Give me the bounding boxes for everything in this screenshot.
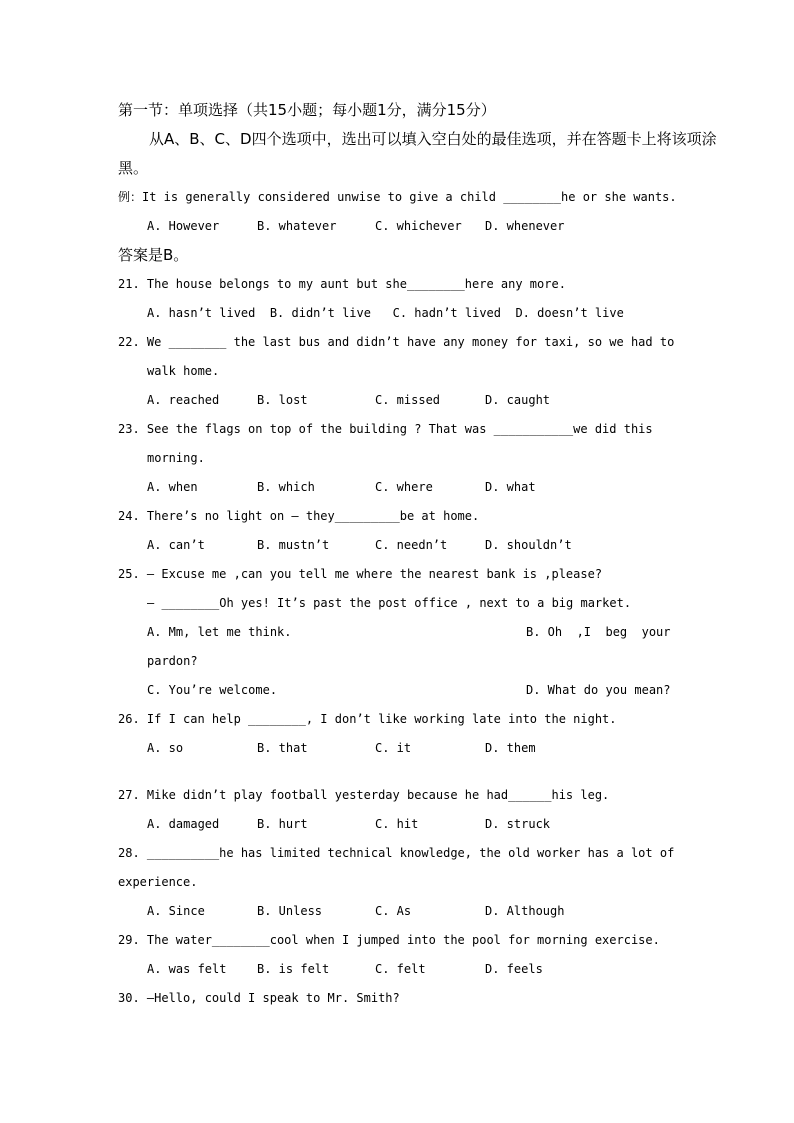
question-27-stem: 27. Mike didn’t play football yesterday because he had______his leg. xyxy=(118,788,610,802)
question-22-option-a: A. reached xyxy=(147,393,220,407)
question-24-stem: 24. There’s no light on — they_________be at home. xyxy=(118,509,480,523)
question-23-stem-line-1: 23. See the flags on top of the building ? That was ___________we did this xyxy=(118,422,653,436)
section-heading: 第一节：单项选择（共15小题；每小题1分，满分15分） xyxy=(118,101,496,119)
question-28-option-a: A. Since xyxy=(147,904,205,918)
question-22-stem-line-2: walk home. xyxy=(147,364,220,378)
question-28-option-b: B. Unless xyxy=(257,904,323,918)
question-27-option-c: C. hit xyxy=(375,817,419,831)
question-26-option-d: D. them xyxy=(485,741,536,755)
question-27-option-d: D. struck xyxy=(485,817,551,831)
question-29-option-d: D. feels xyxy=(485,962,543,976)
example-answer-note: 答案是B。 xyxy=(118,246,189,264)
question-24-option-d: D. shouldn’t xyxy=(485,538,572,552)
question-27-options-row xyxy=(118,810,728,839)
question-28-options-row xyxy=(118,897,728,926)
example-stem: 例：It is generally considered unwise to give a child ________he or she wants. xyxy=(118,190,677,204)
question-22-option-b: B. lost xyxy=(257,393,308,407)
question-29-options-row xyxy=(118,955,728,984)
question-25-option-b-continuation: pardon? xyxy=(147,654,198,668)
question-23-stem-line-2: morning. xyxy=(147,451,205,465)
instructions-line-1: 从A、B、C、D四个选项中，选出可以填入空白处的最佳选项，并在答题卡上将该项涂 xyxy=(149,130,717,148)
question-26-option-a: A. so xyxy=(147,741,184,755)
instructions-line-2: 黑。 xyxy=(118,159,149,177)
question-29-option-a: A. was felt xyxy=(147,962,227,976)
question-26-option-b: B. that xyxy=(257,741,308,755)
question-25-option-a: A. Mm, let me think. xyxy=(147,625,292,639)
example-option-b: B. whatever xyxy=(257,219,337,233)
question-22-option-d: D. caught xyxy=(485,393,551,407)
question-26-options-row xyxy=(118,734,728,763)
question-25-options-row-2 xyxy=(118,676,728,705)
question-24-option-b: B. mustn’t xyxy=(257,538,330,552)
question-29-stem: 29. The water________cool when I jumped into the pool for morning exercise. xyxy=(118,933,660,947)
question-24-option-a: A. can’t xyxy=(147,538,205,552)
question-23-option-b: B. which xyxy=(257,480,315,494)
question-26-stem: 26. If I can help ________, I don’t like working late into the night. xyxy=(118,712,617,726)
question-27-option-a: A. damaged xyxy=(147,817,220,831)
question-27-option-b: B. hurt xyxy=(257,817,308,831)
question-23-options-row xyxy=(118,473,728,502)
question-29-option-c: C. felt xyxy=(375,962,426,976)
document-content xyxy=(118,96,728,1013)
question-21-stem: 21. The house belongs to my aunt but she________here any more. xyxy=(118,277,566,291)
question-23-option-c: C. where xyxy=(375,480,433,494)
question-29-option-b: B. is felt xyxy=(257,962,330,976)
question-24-options-row xyxy=(118,531,728,560)
question-30-stem: 30. —Hello, could I speak to Mr. Smith? xyxy=(118,991,400,1005)
example-option-d: D. whenever xyxy=(485,219,565,233)
question-28-stem-line-1: 28. __________he has limited technical knowledge, the old worker has a lot of xyxy=(118,846,675,860)
question-23-option-a: A. when xyxy=(147,480,198,494)
question-26-option-c: C. it xyxy=(375,741,412,755)
question-22-stem-line-1: 22. We ________ the last bus and didn’t have any money for taxi, so we had to xyxy=(118,335,675,349)
example-options-row xyxy=(118,212,728,241)
question-25-stem-line-1: 25. — Excuse me ,can you tell me where the nearest bank is ,please? xyxy=(118,567,603,581)
question-25-stem-line-2: — ________Oh yes! It’s past the post office , next to a big market. xyxy=(147,596,632,610)
example-option-a: A. However xyxy=(147,219,220,233)
question-24-option-c: C. needn’t xyxy=(375,538,448,552)
example-option-c: C. whichever xyxy=(375,219,462,233)
question-25-option-d: D. What do you mean? xyxy=(526,683,671,697)
question-25-option-b: B. Oh ,I beg your xyxy=(526,625,671,639)
question-28-option-c: C. As xyxy=(375,904,412,918)
question-22-option-c: C. missed xyxy=(375,393,441,407)
question-21-options-row: A. hasn’t lived B. didn’t live C. hadn’t lived D. doesn’t live xyxy=(147,306,624,320)
question-23-option-d: D. what xyxy=(485,480,536,494)
question-28-stem-line-2: experience. xyxy=(118,875,198,889)
question-22-options-row xyxy=(118,386,728,415)
question-25-options-row-1 xyxy=(118,618,728,647)
blank-line xyxy=(118,763,728,781)
question-25-option-c: C. You’re welcome. xyxy=(147,683,278,697)
question-28-option-d: D. Although xyxy=(485,904,565,918)
